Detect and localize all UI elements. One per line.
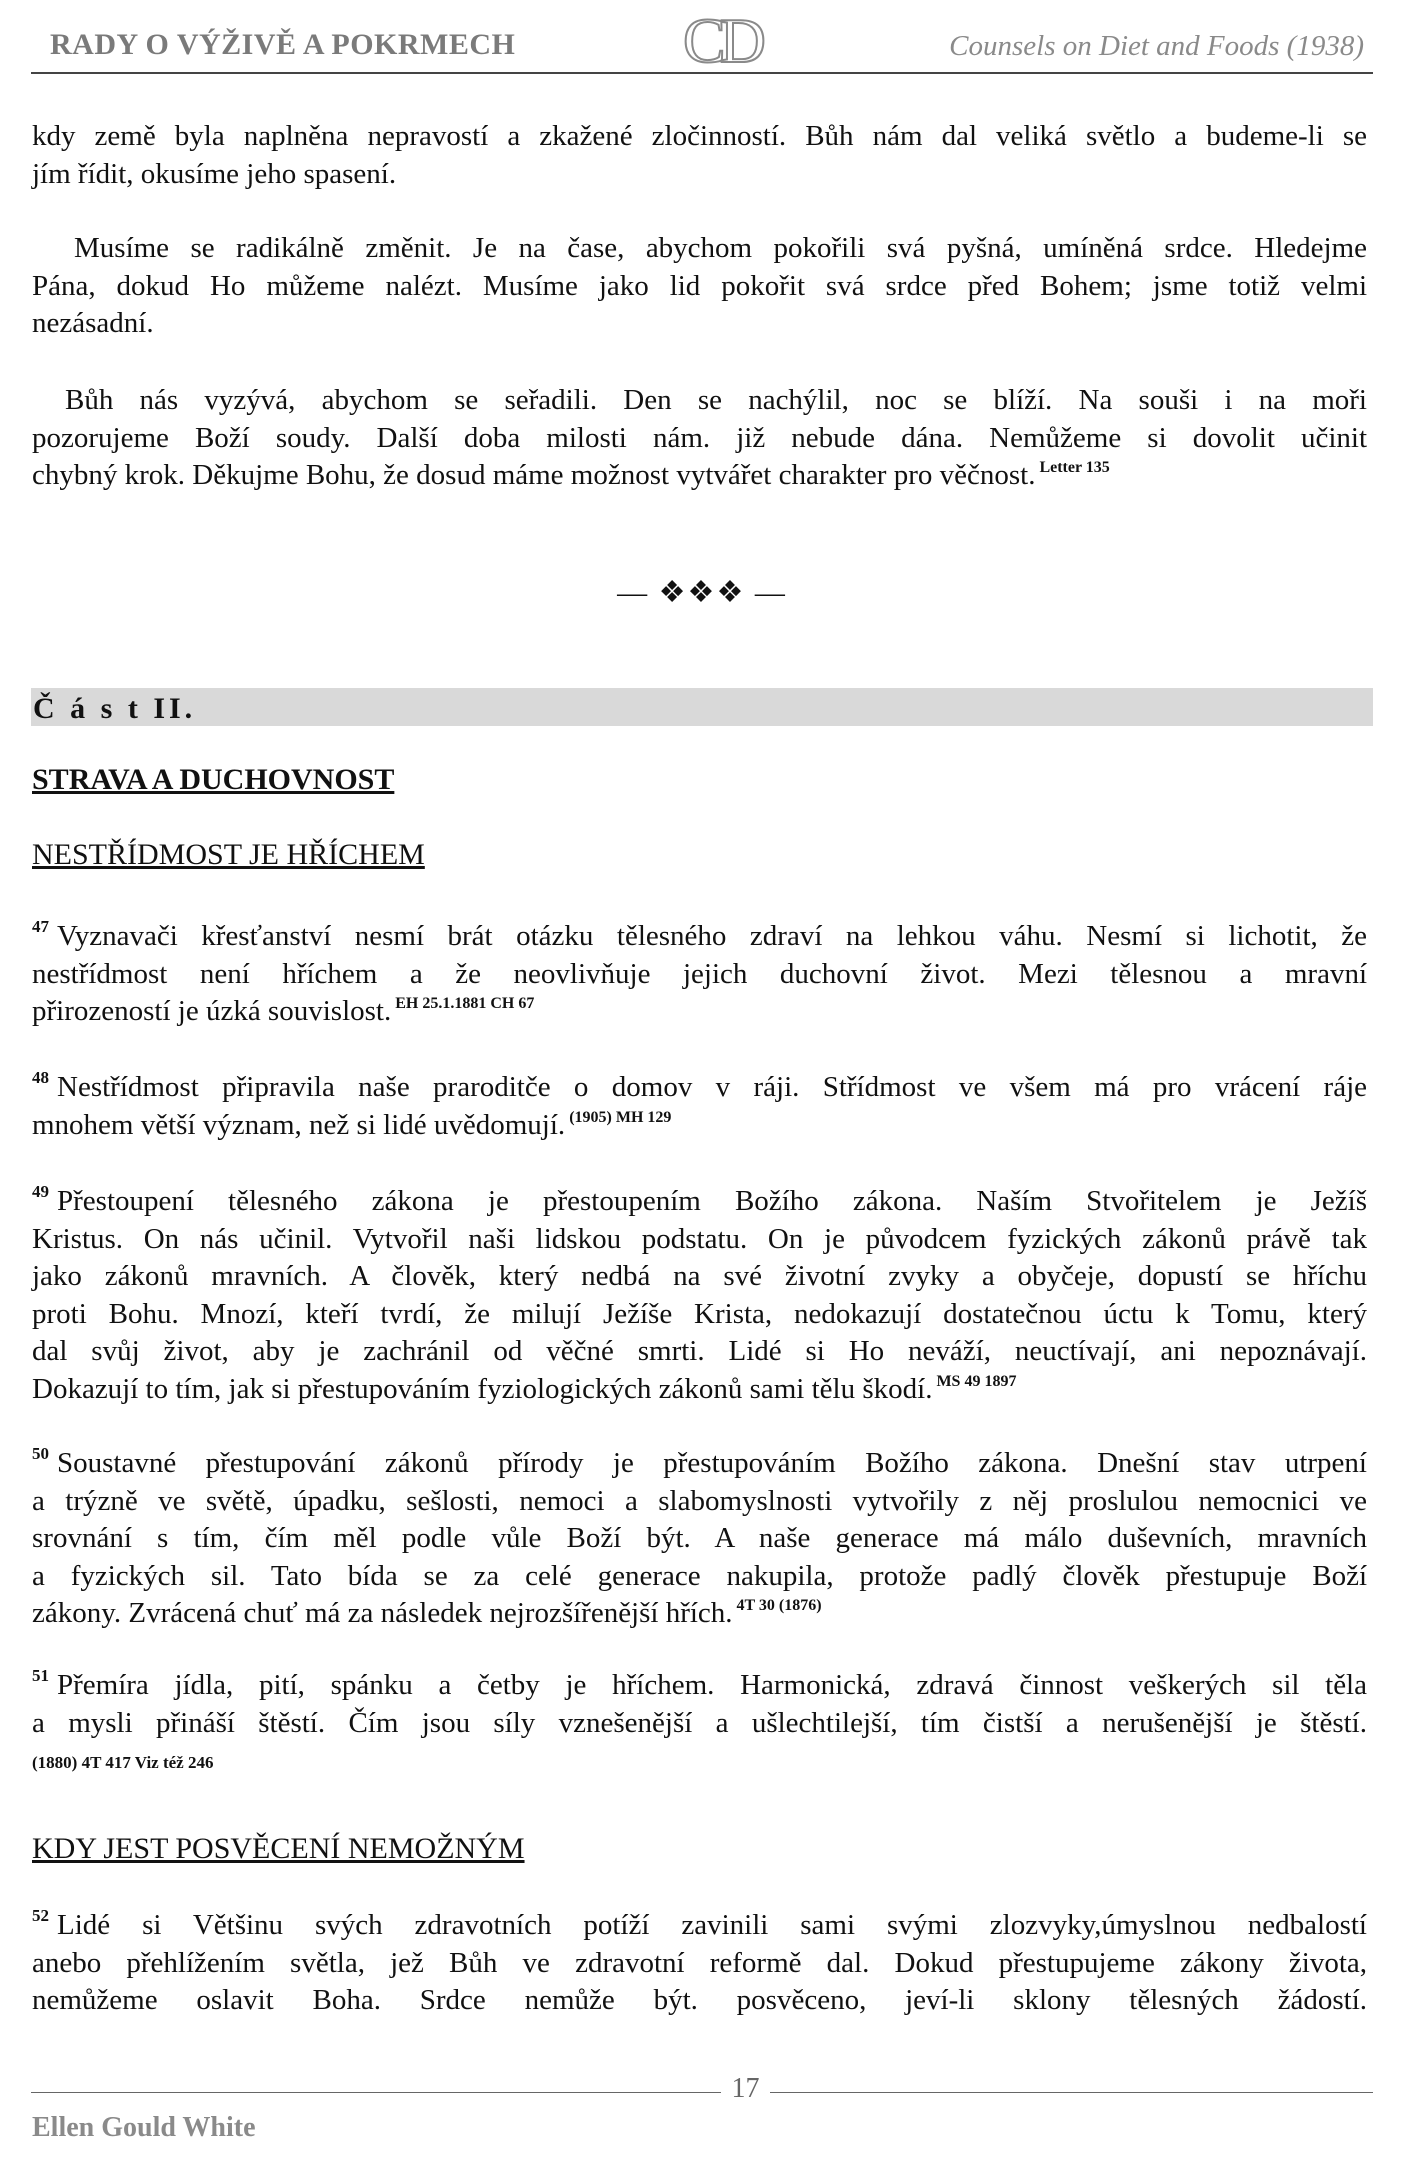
text-line [32,1371,1367,1409]
text-line [32,1595,1367,1633]
text-line [32,457,1367,495]
paragraph-47 [32,918,1367,1031]
paragraph-number: 47 [32,917,49,937]
source-reference: Letter 135 [1039,459,1110,476]
text-line [32,993,1367,1031]
text-span: Nestřídmost připravila naše praroditče o domov v ráji. Střídmost ve všem má pro vrácení ráje [57,1071,1367,1103]
text-line [32,1069,1367,1107]
paragraph-50 [32,1445,1367,1633]
section-title: STRAVA A DUCHOVNOST [32,763,395,796]
text-line [32,1667,1367,1705]
source-reference: EH 25.1.1881 CH 67 [395,995,535,1012]
text-line: jako zákonů mravních. A člověk, který nedbá na své životní zvyky a obyčeje, dopustí se hříchu [32,1260,1367,1292]
text-line [32,918,1367,956]
text-line [32,1183,1367,1221]
cd-logo: CD [683,5,760,76]
paragraph-number: 51 [32,1666,49,1686]
text-line: proti Bohu. Mnozí, kteří tvrdí, že milují Ježíše Krista, nedokazují dostatečnou úctu k Tomu, který [32,1297,1367,1330]
running-header-right: Counsels on Diet and Foods (1938) [949,30,1364,62]
source-reference: (1905) MH 129 [569,1108,672,1126]
paragraph-intro-2 [32,230,1367,343]
text-line: srovnání s tím, čím měl podle vůle Boží být. A naše generace má málo duševních, mravních [32,1522,1367,1554]
text-line: a fyzických sil. Tato bída se za celé generace nakupila, protože padlý člověk přestupuje Boží [32,1559,1367,1592]
footer-author: Ellen Gould White [32,2112,256,2143]
paragraph-number: 48 [32,1068,49,1088]
text-line: Musíme se radikálně změnit. Je na čase, abychom pokořili svá pyšná, umíněná srdce. Hledejme [74,232,1367,264]
text-line [32,1907,1367,1945]
text-span: Přestoupení tělesného zákona je přestoupením Božího zákona. Naším Stvořitelem je Ježíš [57,1185,1367,1217]
header-rule [31,72,1373,74]
part-heading: Č á s t II. [33,692,197,725]
subheading-nestridmost: NESTŘÍDMOST JE HŘÍCHEM [32,838,425,871]
text-span: Lidé si Většinu svých zdravotních potíží zavinili sami svými zlozvyky,úmyslnou nedbalostí [57,1909,1367,1941]
text-span: Vyznavači křesťanství nesmí brát otázku tělesného zdraví na lehkou váhu. Nesmí si lichotit, že [57,920,1367,952]
paragraph-number: 50 [32,1444,49,1464]
text-line: a mysli přináší štěstí. Čím jsou síly vznešenější a ušlechtilejší, tím čistší a nerušenější je štěstí. [32,1706,1367,1739]
part-heading-bar [31,688,1373,726]
running-header-left: RADY O VÝŽIVĚ A POKRMECH [50,28,516,61]
paragraph-intro-1 [32,118,1367,193]
paragraph-number: 52 [32,1906,49,1926]
paragraph-52 [32,1907,1367,2020]
paragraph-number: 49 [32,1182,49,1202]
footer-rule-right [770,2092,1373,2093]
text-line: pozorujeme Boží soudy. Další doba milosti nám. již nebude dána. Nemůžeme si dovolit učinit [32,421,1367,454]
text-line: anebo přehlížením světla, jež Bůh ve zdravotní reformě dal. Dokud přestupujeme zákony života, [32,1946,1367,1979]
text-line [32,1107,1367,1145]
text-line: Bůh nás vyzývá, abychom se seřadili. Den se nachýlil, noc se blíží. Na souši i na moři [65,384,1367,416]
section-ornament: — ❖❖❖ — [617,576,787,609]
text-line: kdy země byla naplněna nepravostí a zkažené zločinností. Bůh nám dal veliká světlo a budeme-li se [32,120,1367,152]
paragraph-48 [32,1069,1367,1144]
page-number: 17 [731,2073,760,2104]
source-reference: (1880) 4T 417 Viz též 246 [32,1753,214,1772]
text-span: Přemíra jídla, pití, spánku a četby je hříchem. Harmonická, zdravá činnost veškerých sil těla [57,1669,1367,1701]
text-line: a trýzně ve světě, úpadku, sešlosti, nemoci a slabomyslnosti vytvořily z něj proslulou nemocnici ve [32,1484,1367,1517]
text-span: chybný krok. Děkujme Bohu, že dosud máme možnost vytvářet charakter pro věčnost. [32,459,1036,491]
paragraph-51 [32,1667,1367,1742]
text-span: zákony. Zvrácená chuť má za následek nejrozšířenější hřích. [32,1597,733,1629]
subheading-posveceni: KDY JEST POSVĚCENÍ NEMOŽNÝM [32,1832,525,1865]
text-span: přirozeností je úzká souvislost. [32,995,392,1027]
text-line [32,1445,1367,1483]
text-span: Soustavné přestupování zákonů přírody je přestupováním Božího zákona. Dnešní stav utrpení [57,1447,1367,1479]
text-line: dal svůj život, aby je zachránil od věčné smrti. Lidé si Ho neváží, neuctívají, ani nepoznávají. [32,1335,1367,1367]
text-line: jím řídit, okusíme jeho spasení. [32,157,397,190]
footer-rule-left [31,2092,721,2093]
paragraph-49 [32,1183,1367,1408]
text-line: Kristus. On nás učinil. Vytvořil naši lidskou podstatu. On je původcem fyzických zákonů právě tak [32,1222,1367,1255]
text-line: Pána, dokud Ho můžeme nalézt. Musíme jako lid pokořit svá srdce před Bohem; jsme totiž velmi [32,269,1367,302]
paragraph-intro-3 [32,382,1367,495]
text-line: nestřídmost není hříchem a že neovlivňuje jejich duchovní život. Mezi tělesnou a mravní [32,957,1367,990]
text-line: nezásadní. [32,307,154,339]
text-line: nemůžeme oslavit Boha. Srdce nemůže být. posvěceno, jeví-li sklony tělesných žádostí. [32,1984,1367,2016]
source-reference: MS 49 1897 [936,1372,1017,1390]
text-span: Dokazují to tím, jak si přestupováním fyziologických zákonů sami tělu škodí. [32,1372,933,1405]
source-reference: 4T 30 (1876) [736,1597,822,1614]
text-span: mnohem větší význam, než si lidé uvědomují. [32,1108,566,1141]
